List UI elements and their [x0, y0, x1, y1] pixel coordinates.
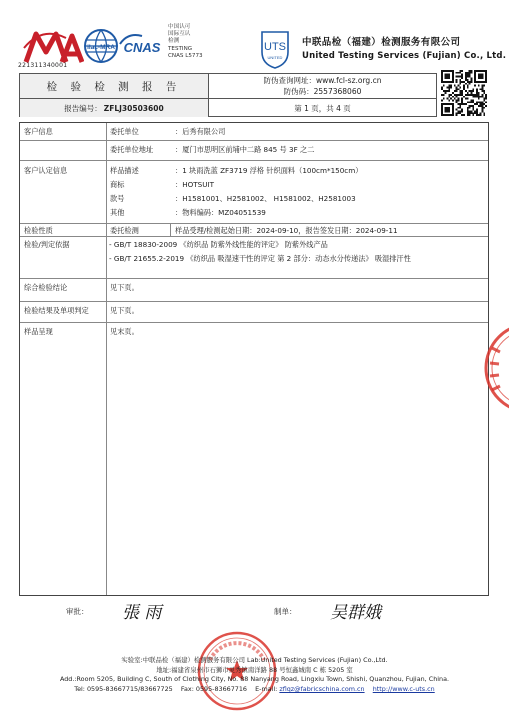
client-info-label: 客户信息 — [24, 127, 53, 136]
row-divider — [20, 223, 488, 224]
report-header-box — [19, 73, 437, 117]
sample-desc-label: 样品描述 — [110, 166, 139, 175]
uts-logo-text: UTS — [264, 41, 286, 53]
other-label: 其他 — [110, 208, 125, 217]
column-divider — [170, 223, 171, 236]
test-basis-label: 检验/判定依据 — [24, 240, 70, 249]
ilac-logo — [80, 26, 122, 66]
trademark-value: ：HOTSUIT — [175, 180, 214, 189]
test-dates: 样品受理/检测起始日期：2024-09-10，报告签发日期：2024-09-11 — [175, 226, 398, 235]
edge-seal-stamp — [482, 318, 509, 418]
row-divider — [20, 140, 488, 141]
company-name — [302, 34, 506, 61]
page-indicator: 第 1 页，共 4 页 — [294, 103, 351, 113]
report-title: 检 验 检 测 报 告 — [20, 74, 209, 99]
cnas-text: CNAS — [123, 40, 161, 55]
row-divider — [20, 301, 488, 302]
anti-counterfeit-info — [209, 74, 436, 99]
results-label: 检验结果及单项判定 — [24, 306, 89, 315]
test-basis-item: - GB/T 18830-2009 《纺织品 防紫外线性能的评定》 防紫外线产品 — [109, 240, 328, 249]
test-nature-label: 检验性质 — [24, 226, 53, 235]
client-unit-label: 委托单位 — [110, 127, 139, 136]
maker-label: 制单： — [274, 607, 297, 616]
test-basis-item: - GB/T 21655.2-2019 《纺织品 吸湿速干性的评定 第 2 部分：动态水分传递法》 吸湿排汗性 — [109, 254, 411, 263]
conclusion-label: 综合检验结论 — [24, 283, 68, 292]
confirm-info-label: 客户认定信息 — [24, 166, 68, 175]
row-divider — [20, 322, 488, 323]
style-no-label: 款号 — [110, 194, 125, 203]
client-address-label: 委托单位地址 — [110, 145, 154, 154]
reviewer-signature: 張 雨 — [122, 603, 162, 623]
sample-presentation-label: 样品呈现 — [24, 327, 53, 336]
footer-tel: Tel: 0595-83667715/83667725 — [74, 685, 173, 693]
footer-email-link[interactable]: zflqz@fabricschina.com.cn — [279, 685, 365, 693]
report-number-label: 报告编号： — [64, 103, 102, 113]
row-divider — [20, 278, 488, 279]
footer-fax: Fax: 0595-83667716 — [180, 685, 247, 693]
row-divider — [20, 160, 488, 161]
trademark-label: 商标 — [110, 180, 125, 189]
client-address-value: ：厦门市思明区前埔中二路 845 号 3F 之二 — [175, 145, 315, 154]
verify-url: 防伪查询网址：www.fcl-sz.org.cn — [263, 76, 382, 85]
other-value: ：物料编码：MZ04051539 — [175, 208, 266, 217]
sample-desc-value: ：1 块雨洗蓝 ZF3719 浮格 针织面料（100cm*150cm） — [175, 166, 363, 175]
qr-code — [441, 70, 487, 116]
reviewer-label: 审批： — [66, 607, 89, 616]
conclusion-value: 见下页。 — [110, 283, 139, 292]
maker-signature: 吴群娥 — [330, 603, 381, 623]
test-nature-value: 委托检测 — [110, 226, 139, 235]
footer-address-cn: 地址:福建省泉州市石狮市灵秀镇南洋路 88 号恒鑫城南 C 栋 5205 室 — [156, 666, 353, 674]
footer-address-en: Add.:Room 5205, Building C, South of Clothing City, No. 88 Nanyang Road, Lingxiu Town, Shishi, Quanzhou, Fujian, China. — [59, 675, 450, 683]
company-name-cn: 中联品检（福建）检测服务有限公司 — [302, 37, 461, 48]
ilac-text: ilac-MRA — [87, 44, 115, 51]
report-number-value: ZFLJ30503600 — [103, 103, 164, 113]
accreditation-text: 中国认可 国际互认 检测 TESTING CNAS L5773 — [168, 24, 203, 59]
footer-lab-line: 实验室:中联品检（福建）检测服务有限公司 Lab:United Testing Services (Fujian) Co.,Ltd. — [121, 656, 388, 664]
uts-logo-sub: UNITED — [267, 55, 283, 60]
ma-number: 221311340001 — [18, 62, 68, 69]
uts-logo — [258, 28, 292, 70]
row-divider — [20, 236, 488, 237]
column-divider — [106, 123, 107, 595]
cnas-logo — [118, 30, 166, 60]
report-number — [20, 99, 209, 117]
results-value: 见下页。 — [110, 306, 139, 315]
report-table — [19, 122, 489, 596]
style-no-value: ：H1581001、H2581002、 H1581002、H2581003 — [175, 194, 356, 203]
footer-contact-line: Tel: 0595-83667715/83667725 Fax: 0595-83667716 E-mail: zflqz@fabricschina.com.cn http://www.c-uts.cn — [74, 685, 435, 693]
footer-website-link[interactable]: http://www.c-uts.cn — [372, 685, 435, 693]
company-name-en: United Testing Services (Fujian) Co., Ltd. — [302, 51, 507, 61]
client-unit-value: ：后秀有限公司 — [175, 127, 226, 136]
verify-code: 防伪码：2557368060 — [283, 86, 362, 96]
sample-presentation-value: 见末页。 — [110, 327, 139, 336]
